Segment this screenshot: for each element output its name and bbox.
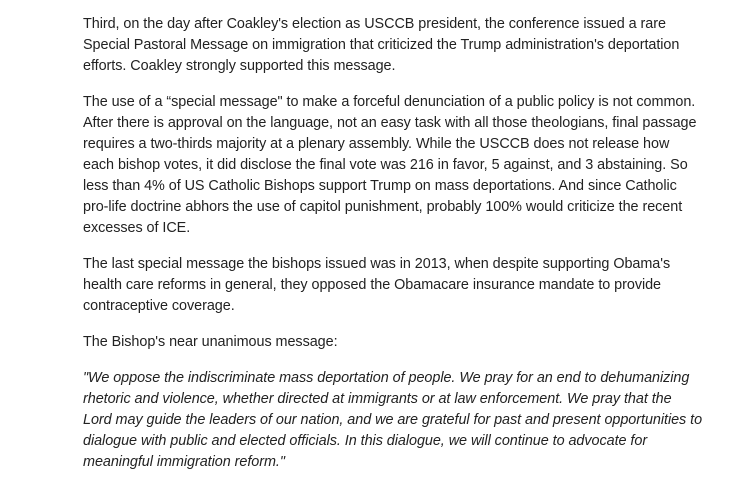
article-body	[83, 14, 703, 488]
paragraph-quote-intro: The Bishop's near unanimous message:	[83, 334, 338, 350]
paragraph-2013-message: The last special message the bishops issued was in 2013, when despite supporting Obama's health care reforms in general, they opposed the Obamacare insurance mandate to provide contraceptive coverage.	[83, 256, 671, 314]
bishops-quote: "We oppose the indiscriminate mass deportation of people. We pray for an end to dehumanizing rhetoric and violence, whether directed at immigrants or at law enforcement. We pray that the Lord may guide the leaders of our nation, and we are grateful for past and present opportunities to dialogue with public and elected officials. In this dialogue, we will continue to advocate for meaningful immigration reform."	[83, 370, 703, 470]
paragraph-special-message: Third, on the day after Coakley's election as USCCB president, the conference issued a rare Special Pastoral Message on immigration that criticized the Trump administration's deportation efforts. Coakley strongly supported this message.	[83, 16, 680, 74]
paragraph-vote-details: The use of a “special message" to make a forceful denunciation of a public policy is not common. After there is approval on the language, not an easy task with all those theologians, final passage requires a two-thirds majority at a plenary assembly. While the USCCB does not release how each bishop votes, it did disclose the final vote was 216 in favor, 5 against, and 3 abstaining. So less than 4% of US Catholic Bishops support Trump on mass deportations. And since Catholic pro-life doctrine abhors the use of capitol punishment, probably 100% would criticize the recent excesses of ICE.	[83, 94, 697, 236]
